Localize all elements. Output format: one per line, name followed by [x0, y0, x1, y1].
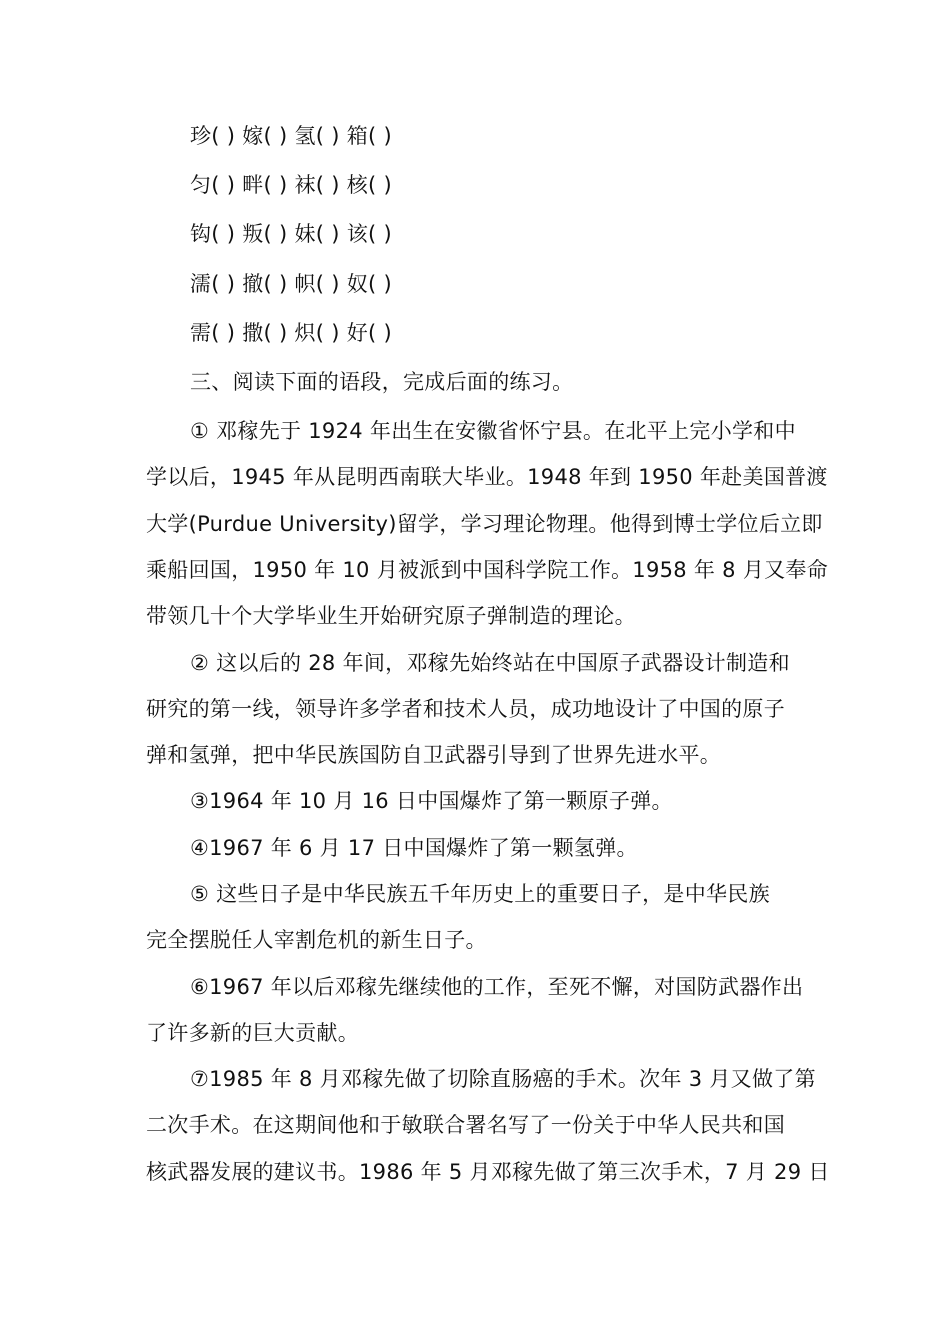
passage-line: 弹和氢弹，把中华民族国防自卫武器引导到了世界先进水平。: [146, 743, 722, 767]
character-row: 需( ) 撒( ) 炽( ) 好( ): [190, 321, 392, 345]
passage-line: 核武器发展的建议书。1986 年 5 月邓稼先做了第三次手术，7 月 29 日: [146, 1160, 830, 1184]
passage-line: 学以后，1945 年从昆明西南联大毕业。1948 年到 1950 年赴美国普渡: [146, 465, 828, 489]
passage-line: ⑥1967 年以后邓稼先继续他的工作，至死不懈，对国防武器作出: [190, 975, 804, 999]
character-row: 匀( ) 畔( ) 袜( ) 核( ): [190, 173, 392, 197]
passage-line: 研究的第一线，领导许多学者和技术人员，成功地设计了中国的原子: [146, 697, 785, 721]
character-row: 珍( ) 嫁( ) 氢( ) 箱( ): [190, 124, 392, 148]
character-row: 濡( ) 撤( ) 帜( ) 奴( ): [190, 272, 392, 296]
passage-line: 完全摆脱任人宰割危机的新生日子。: [146, 928, 487, 952]
passage-line: 了许多新的巨大贡献。: [146, 1021, 359, 1045]
passage-line: ④1967 年 6 月 17 日中国爆炸了第一颗氢弹。: [190, 836, 638, 860]
passage-line: ① 邓稼先于 1924 年出生在安徽省怀宁县。在北平上完小学和中: [190, 419, 796, 443]
character-row: 钩( ) 叛( ) 妹( ) 该( ): [190, 222, 392, 246]
passage-line: 二次手术。在这期间他和于敏联合署名写了一份关于中华人民共和国: [146, 1113, 785, 1137]
passage-line: 大学(Purdue University)留学，学习理论物理。他得到博士学位后立即: [146, 512, 823, 536]
passage-line: ⑤ 这些日子是中华民族五千年历史上的重要日子，是中华民族: [190, 882, 770, 906]
passage-line: ⑦1985 年 8 月邓稼先做了切除直肠癌的手术。次年 3 月又做了第: [190, 1067, 816, 1091]
section-heading: 三、阅读下面的语段，完成后面的练习。: [190, 370, 574, 394]
passage-line: 带领几十个大学毕业生开始研究原子弹制造的理论。: [146, 604, 636, 628]
passage-line: ③1964 年 10 月 16 日中国爆炸了第一颗原子弹。: [190, 789, 673, 813]
passage-line: ② 这以后的 28 年间，邓稼先始终站在中国原子武器设计制造和: [190, 651, 790, 675]
passage-line: 乘船回国，1950 年 10 月被派到中国科学院工作。1958 年 8 月又奉命: [146, 558, 829, 582]
